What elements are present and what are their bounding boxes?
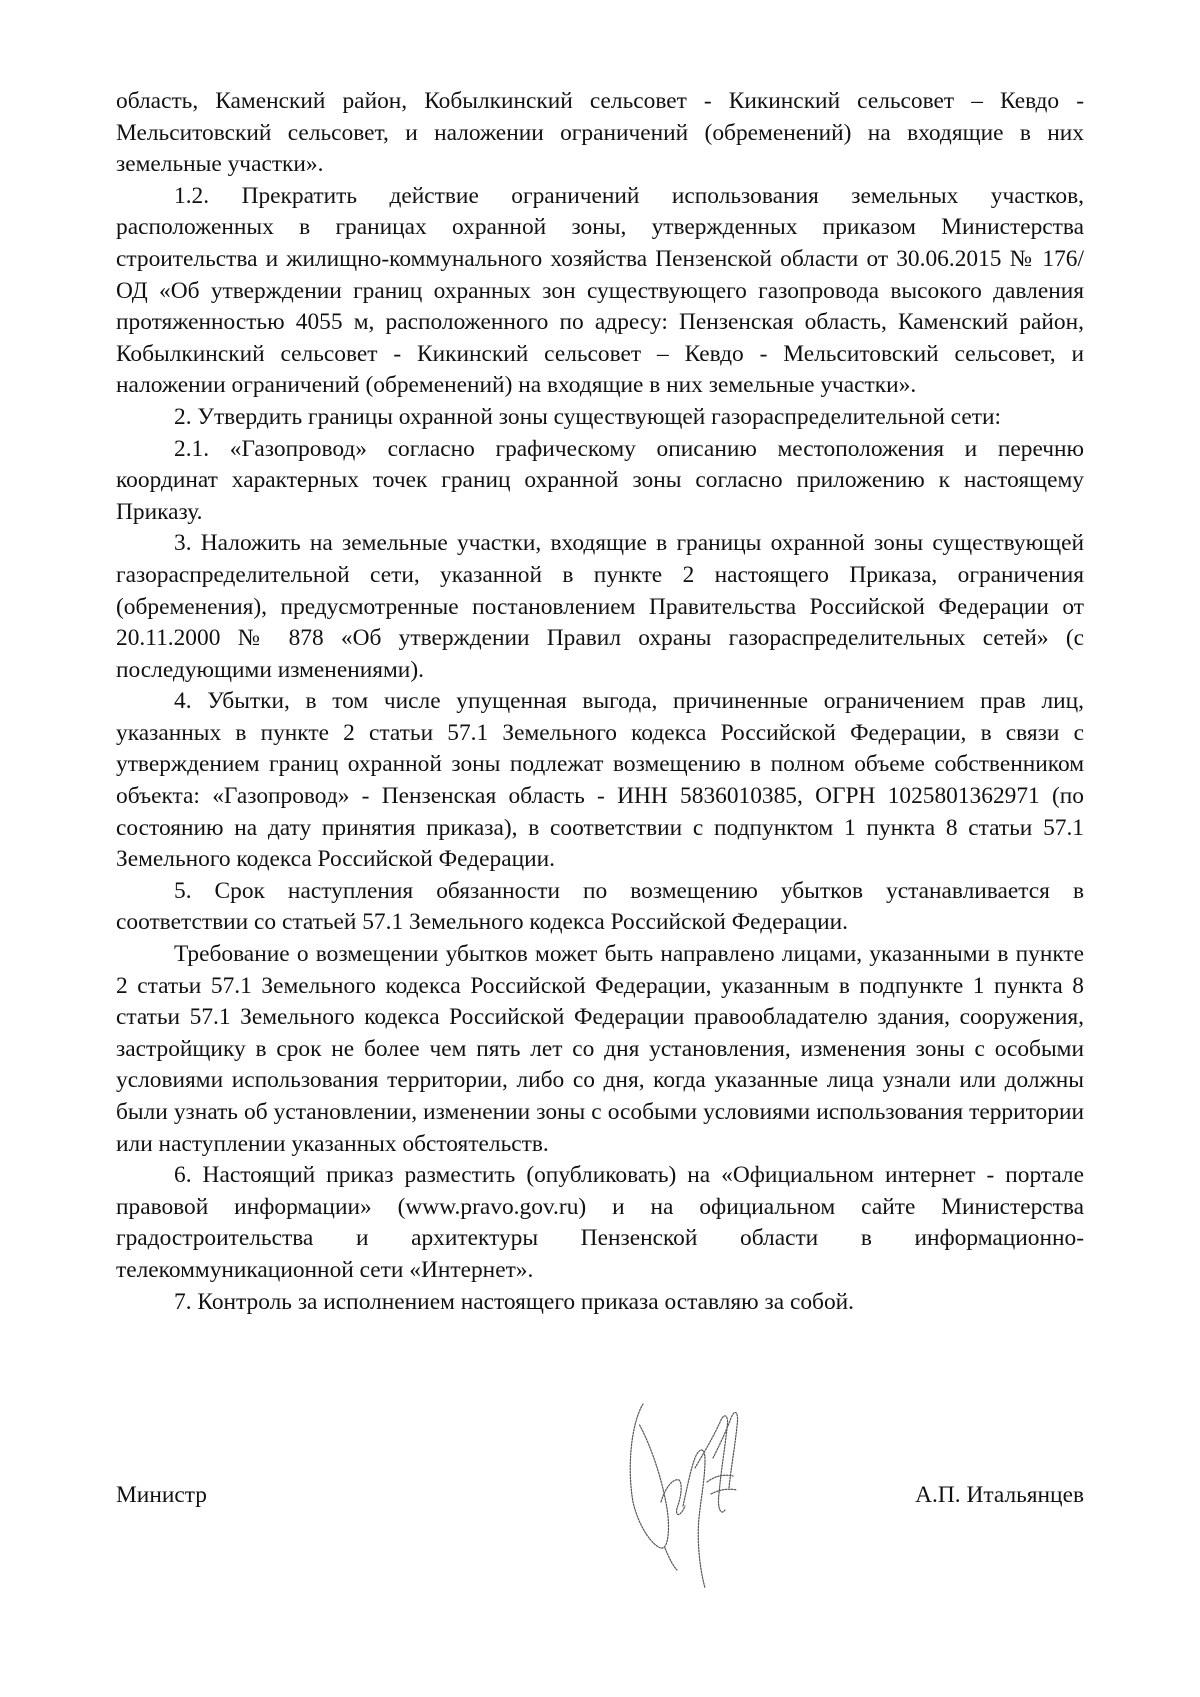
paragraph-7: 7. Контроль за исполнением настоящего приказа оставляю за собой. xyxy=(174,1288,855,1315)
signature-image xyxy=(625,1398,755,1594)
paragraph-3: 3. Наложить на земельные участки, входящие в границы охранной зоны существующей газораспределительной сети, указанной в пункте 2 настоящего Приказа, ограничения (обременения), предусмотренные постановлением Правительства Российской Федерации от 20.11.2000 № 878 «Об утверждении Правил охраны газораспределительных сетей» (с последующими изменениями). xyxy=(116,530,1084,683)
paragraph-5: 5. Срок наступления обязанности по возмещению убытков устанавливается в соответствии со статьей 57.1 Земельного кодекса Российской Федерации. xyxy=(116,877,1084,936)
paragraph-4: 4. Убытки, в том числе упущенная выгода, причиненные ограничением прав лиц, указанных в пункте 2 статьи 57.1 Земельного кодекса Российской Федерации, в связи с утверждением границ охранной зоны подлежат возмещению в полном объеме собственником объекта: «Газопровод» - Пензенская область - ИНН 5836010385, ОГРН 1025801362971 (по состоянию на дату принятия приказа), в соответствии с подпунктом 1 пункта 8 статьи 57.1 Земельного кодекса Российской Федерации. xyxy=(116,688,1084,873)
paragraph-1-2: 1.2. Прекратить действие ограничений использования земельных участков, расположенных в границах охранной зоны, утвержденных приказом Министерства строительства и жилищно-коммунального хозяйства Пензенской области от 30.06.2015 № 176/ОД «Об утверждении границ охранных зон существующего газопровода высокого давления протяженностью 4055 м, расположенного по адресу: Пензенская область, Каменский район, Кобылкинский сельсовет - Кикинский сельсовет – Кевдо - Мельситовский сельсовет, и наложении ограничений (обременений) на входящие в них земельные участки». xyxy=(116,182,1084,399)
signature-block xyxy=(116,1482,1084,1522)
paragraph-2: 2. Утвердить границы охранной зоны существующей газораспределительной сети: xyxy=(174,403,1001,430)
paragraph-5-claim: Требование о возмещении убытков может быть направлено лицами, указанными в пункте 2 статьи 57.1 Земельного кодекса Российской Федерации, указанным в подпункте 1 пункта 8 статьи 57.1 Земельного кодекса Российской Федерации правообладателю здания, сооружения, застройщику в срок не более чем пять лет со дня установления, изменения зоны с особыми условиями использования территории, либо со дня, когда указанные лица узнали или должны были узнать об установлении, изменении зоны с особыми условиями использования территории или наступлении указанных обстоятельств. xyxy=(116,941,1084,1157)
document-body xyxy=(116,86,1084,1318)
paragraph-2-1: 2.1. «Газопровод» согласно графическому описанию местоположения и перечню координат характерных точек границ охранной зоны согласно приложению к настоящему Приказу. xyxy=(116,435,1084,525)
signer-position: Министр xyxy=(116,1482,207,1508)
paragraph-6: 6. Настоящий приказ разместить (опубликовать) на «Официальном интернет - портале правовой информации» (www.pravo.gov.ru) и на официальном сайте Министерства градостроительства и архитектуры Пензенской области в информационно-телекоммуникационной сети «Интернет». xyxy=(116,1162,1084,1283)
signer-name: А.П. Итальянцев xyxy=(915,1482,1084,1508)
paragraph-continuation: область, Каменский район, Кобылкинский сельсовет - Кикинский сельсовет – Кевдо - Мельситовский сельсовет, и наложении ограничений (обременений) на входящие в них земельные участки». xyxy=(116,88,1084,178)
